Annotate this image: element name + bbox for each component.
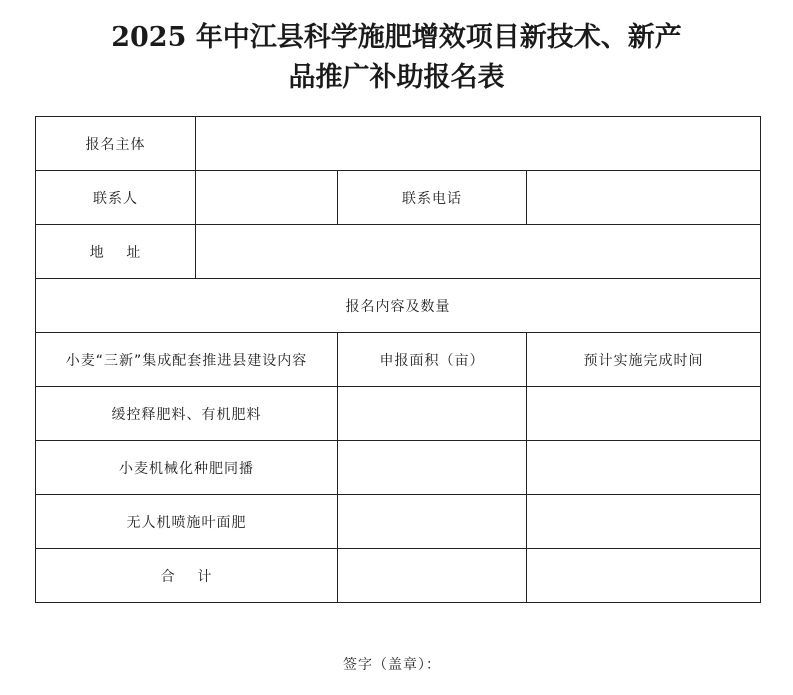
row-time-field[interactable] — [527, 441, 761, 495]
row-time-field[interactable] — [527, 495, 761, 549]
total-area-field[interactable] — [338, 549, 527, 603]
form-title — [0, 18, 793, 98]
address-row — [36, 225, 761, 279]
column-header-content: 小麦“三新”集成配套推进县建设内容 — [36, 333, 338, 387]
table-row — [36, 387, 761, 441]
section-header-row — [36, 279, 761, 333]
table-row — [36, 441, 761, 495]
address-value-field[interactable] — [196, 225, 761, 279]
address-label: 地 址 — [36, 225, 196, 279]
row-area-field[interactable] — [338, 441, 527, 495]
column-header-row — [36, 333, 761, 387]
row-item-label: 无人机喷施叶面肥 — [36, 495, 338, 549]
column-header-area: 申报面积（亩） — [338, 333, 527, 387]
registration-table — [35, 116, 761, 603]
contact-row — [36, 171, 761, 225]
row-item-label: 缓控释肥料、有机肥料 — [36, 387, 338, 441]
signature-label: 签字（盖章）： — [343, 657, 441, 673]
table-row — [36, 495, 761, 549]
total-time-field[interactable] — [527, 549, 761, 603]
section-header: 报名内容及数量 — [36, 279, 761, 333]
entity-row — [36, 117, 761, 171]
form-title-line-2: 品推广补助报名表 — [288, 62, 505, 93]
row-area-field[interactable] — [338, 387, 527, 441]
row-area-field[interactable] — [338, 495, 527, 549]
contact-value-field[interactable] — [196, 171, 338, 225]
phone-label: 联系电话 — [338, 171, 527, 225]
entity-value-field[interactable] — [196, 117, 761, 171]
contact-label: 联系人 — [36, 171, 196, 225]
phone-value-field[interactable] — [527, 171, 761, 225]
total-row — [36, 549, 761, 603]
row-item-label: 小麦机械化种肥同播 — [36, 441, 338, 495]
column-header-time: 预计实施完成时间 — [527, 333, 761, 387]
entity-label: 报名主体 — [36, 117, 196, 171]
form-title-line-1: 2025 年中江县科学施肥增效项目新技术、新产 — [111, 22, 682, 53]
row-time-field[interactable] — [527, 387, 761, 441]
total-label: 合 计 — [36, 549, 338, 603]
